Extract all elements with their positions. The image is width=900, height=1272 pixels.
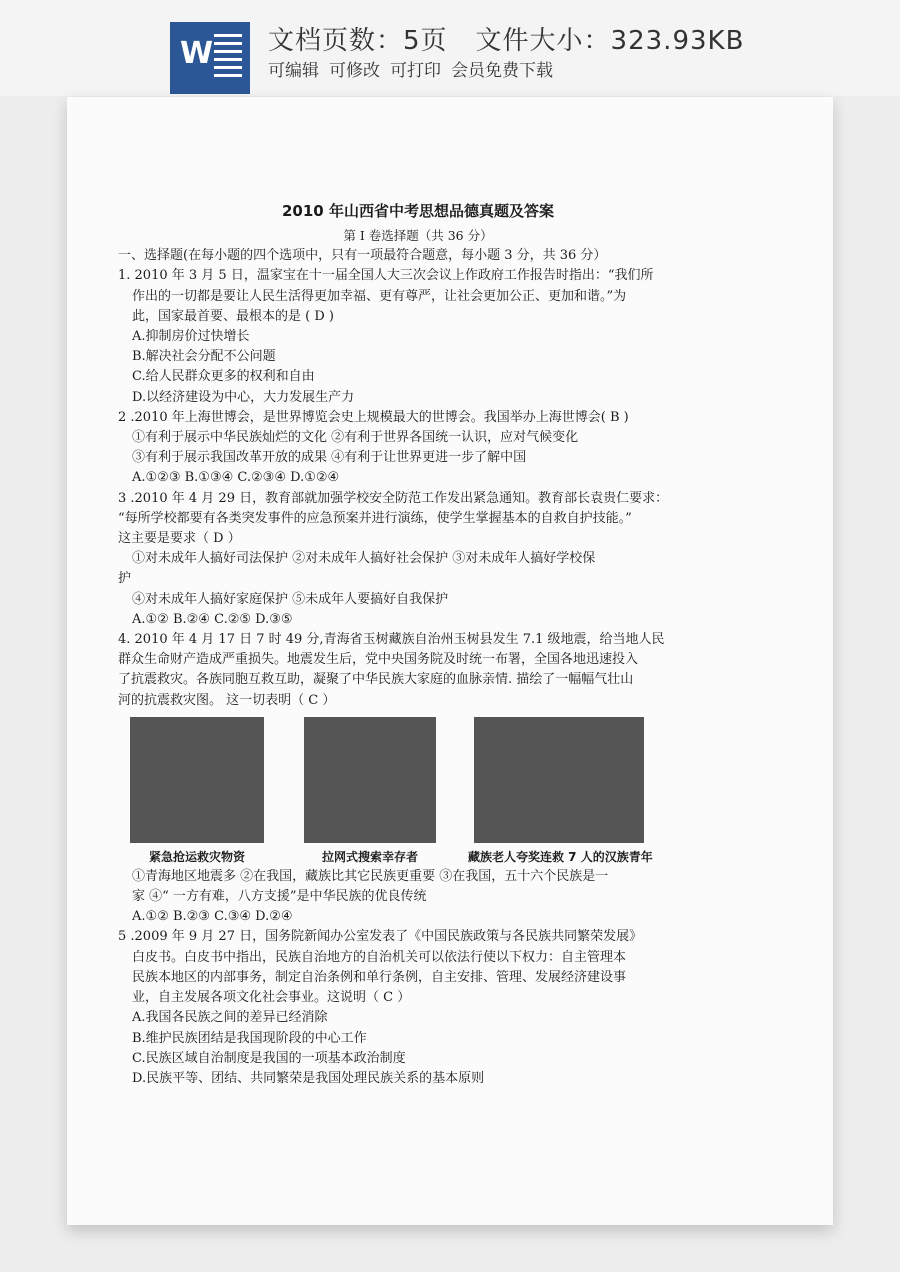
download-banner: [0, 0, 900, 96]
question-line: 业，自主发展各项文化社会事业。这说明（ C ）: [132, 990, 411, 1006]
question-line: 了抗震救灾。各族同胞互救互助，凝聚了中华民族大家庭的血脉亲情. 描绘了一幅幅气壮山: [118, 672, 634, 688]
option: B.维护民族团结是我国现阶段的中心工作: [132, 1030, 367, 1046]
photo-caption: 紧急抢运救灾物资: [148, 849, 245, 864]
option: B.解决社会分配不公问题: [132, 349, 276, 365]
file-info: [268, 20, 744, 57]
question-line: 3 .2010 年 4 月 29 日，教育部就加强学校安全防范工作发出紧急通知。教育部长袁贵仁要求：: [118, 490, 669, 506]
feature-list: [268, 56, 553, 81]
question-line: 5 .2009 年 9 月 27 日，国务院新闻办公室发表了《中国民族政策与各民族共同繁荣发展》: [118, 929, 643, 945]
statement-line: 家 ④“ 一方有难，八方支援”是中华民族的优良传统: [132, 889, 427, 905]
question-2: [118, 408, 718, 489]
word-document-icon: [170, 22, 250, 94]
option: A.抑制房价过快增长: [132, 329, 250, 345]
statement-line: ①有利于展示中华民族灿烂的文化 ②有利于世界各国统一认识，应对气候变化: [132, 430, 579, 446]
feature-printable: 可打印: [390, 61, 441, 81]
statement-line: ①对未成年人搞好司法保护 ②对未成年人搞好社会保护 ③对未成年人搞好学校保: [132, 551, 596, 567]
statement-line: ③有利于展示我国改革开放的成果 ④有利于让世界更进一步了解中国: [132, 450, 527, 466]
statement-line: 护: [118, 571, 132, 587]
question-line: “每所学校都要有各类突发事件的应急预案并进行演练，使学生掌握基本的自救自护技能。”: [118, 510, 632, 526]
airplane-photo: [130, 717, 264, 843]
question-line: 此，国家最首要、最根本的是 ( D ): [132, 308, 334, 324]
question-line: 作出的一切都是要让人民生活得更加幸福、更有尊严，让社会更加公正、更加和谐。”为: [132, 288, 627, 304]
word-icon-letter: W: [180, 36, 214, 71]
question-3: [118, 489, 718, 630]
option-line: A.①② B.②③ C.③④ D.②④: [132, 909, 293, 925]
earthquake-photo-strip: [118, 717, 718, 865]
question-line: 这主要是要求（ D ）: [118, 531, 241, 547]
feature-member-download: 会员免费下载: [451, 61, 553, 81]
question-line: 民族本地区的内部事务，制定自治条例和单行条例，自主安排、管理、发展经济建设事: [132, 969, 627, 985]
section-heading: 第 I 卷选择题（共 36 分）: [343, 228, 493, 243]
option: C.给人民群众更多的权利和自由: [132, 369, 315, 385]
question-line: 4. 2010 年 4 月 17 日 7 时 49 分,青海省玉树藏族自治州玉树县发生 7.1 级地震，给当地人民: [118, 632, 665, 648]
question-4: [118, 630, 718, 927]
photo-caption: 藏族老人夸奖连救 7 人的汉族青年: [468, 849, 653, 864]
question-line: 白皮书。白皮书中指出，民族自治地方的自治机关可以依法行使以下权力：自主管理本: [132, 949, 627, 965]
people-photo: [474, 717, 644, 843]
feature-modifiable: 可修改: [329, 61, 380, 81]
option-line: A.①② B.②④ C.②⑤ D.③⑤: [132, 611, 293, 627]
statement-line: ①青海地区地震多 ②在我国，藏族比其它民族更重要 ③在我国，五十六个民族是一: [132, 868, 609, 884]
option: D.民族平等、团结、共同繁荣是我国处理民族关系的基本原则: [132, 1070, 485, 1086]
option: D.以经济建设为中心，大力发展生产力: [132, 389, 355, 405]
option: C.民族区域自治制度是我国的一项基本政治制度: [132, 1050, 406, 1066]
question-1: [118, 266, 718, 407]
question-line: 2 .2010 年上海世博会，是世界博览会史上规模最大的世博会。我国举办上海世博会( B ): [118, 409, 629, 425]
question-line: 河的抗震救灾图。 这一切表明（ C ）: [118, 692, 336, 708]
question-5: [118, 927, 718, 1089]
option: A.我国各民族之间的差异已经消除: [132, 1010, 328, 1026]
question-line: 群众生命财产造成严重损失。地震发生后，党中央国务院及时统一布署，全国各地迅速投入: [118, 652, 639, 668]
page-count: 文档页数：5页: [268, 26, 448, 56]
document-title: 2010 年山西省中考思想品德真题及答案: [282, 202, 554, 220]
file-size: 文件大小：323.93KB: [475, 26, 745, 56]
instructions: 一、选择题(在每小题的四个选项中，只有一项最符合题意，每小题 3 分，共 36 分）: [118, 248, 607, 264]
photo-elder-praise: [468, 717, 652, 867]
feature-editable: 可编辑: [268, 61, 319, 81]
rescue-photo: [304, 717, 436, 843]
option-line: A.①②③ B.①③④ C.②③④ D.①②④: [132, 470, 340, 486]
document-content: [118, 200, 718, 1089]
photo-rescue-search: [304, 717, 436, 867]
photo-caption: 拉网式搜索幸存者: [321, 849, 418, 864]
statement-line: ④对未成年人搞好家庭保护 ⑤未成年人要搞好自我保护: [132, 591, 449, 607]
photo-relief-supplies: [130, 717, 264, 867]
question-line: 1. 2010 年 3 月 5 日，温家宝在十一届全国人大三次会议上作政府工作报告时指出：“我们所: [118, 268, 654, 284]
